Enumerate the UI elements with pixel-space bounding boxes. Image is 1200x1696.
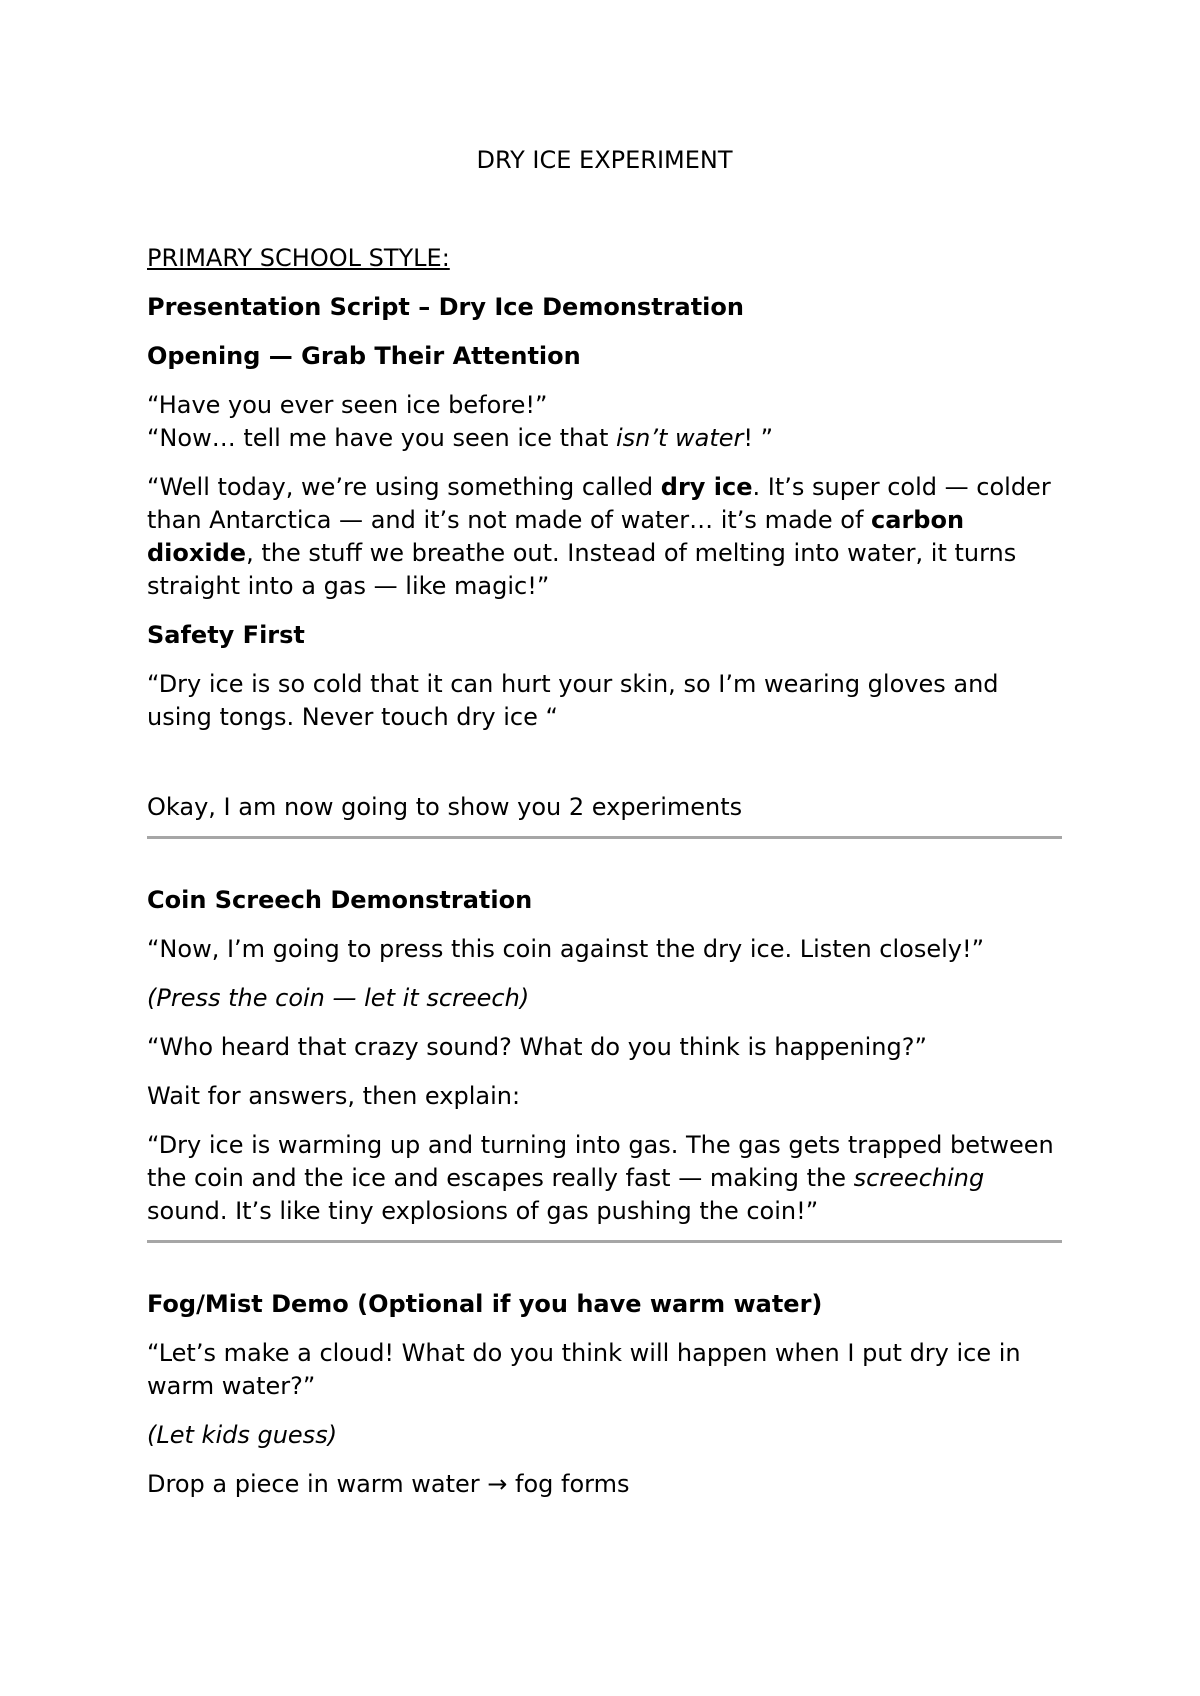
opening-line-2-emphasis: isn’t water bbox=[615, 424, 744, 452]
horizontal-rule bbox=[147, 836, 1062, 839]
coin-heading: Coin Screech Demonstration bbox=[147, 886, 533, 914]
transition-text: Okay, I am now going to show you 2 experiments bbox=[147, 793, 743, 821]
fog-heading: Fog/Mist Demo (Optional if you have warm water) bbox=[147, 1290, 823, 1318]
safety-text: “Dry ice is so cold that it can hurt your skin, so I’m wearing gloves and using tongs. Never touch dry ice “ bbox=[147, 670, 999, 731]
opening-para-carbon-dioxide: carbon dioxide bbox=[147, 506, 965, 567]
fog-line-2: Drop a piece in warm water → fog forms bbox=[147, 1470, 630, 1498]
coin-direction: (Press the coin — let it screech) bbox=[147, 984, 530, 1012]
coin-para-part-a: “Dry ice is warming up and turning into gas. The gas gets trapped between the coin and the ice and escapes really fast — making the bbox=[147, 1131, 1054, 1192]
fog-direction: (Let kids guess) bbox=[147, 1421, 338, 1449]
opening-paragraph bbox=[147, 471, 1062, 603]
fog-line-1: “Let’s make a cloud! What do you think will happen when I put dry ice in warm water?” bbox=[147, 1339, 1021, 1400]
opening-heading: Opening — Grab Their Attention bbox=[147, 342, 581, 370]
document-title: DRY ICE EXPERIMENT bbox=[476, 146, 733, 174]
document-body bbox=[147, 242, 1062, 1517]
opening-line-1: “Have you ever seen ice before!” bbox=[147, 391, 548, 419]
coin-paragraph bbox=[147, 1129, 1062, 1228]
opening-lines bbox=[147, 389, 1062, 455]
spacer-2 bbox=[147, 767, 1062, 791]
document-page bbox=[147, 0, 1062, 1696]
spacer bbox=[147, 734, 1062, 767]
script-heading: Presentation Script – Dry Ice Demonstration bbox=[147, 293, 744, 321]
coin-para-screeching: screeching bbox=[853, 1164, 985, 1192]
opening-para-part-b: . It’s super cold — colder than Antarctica — and it’s not made of water… it’s made of bbox=[147, 473, 1051, 534]
coin-line-3: Wait for answers, then explain: bbox=[147, 1082, 521, 1110]
section-label: PRIMARY SCHOOL STYLE: bbox=[147, 244, 450, 272]
opening-para-dry-ice: dry ice bbox=[660, 473, 753, 501]
opening-line-2b: ! ” bbox=[743, 424, 774, 452]
opening-para-part-a: “Well today, we’re using something called bbox=[147, 473, 661, 501]
safety-heading: Safety First bbox=[147, 621, 305, 649]
opening-para-part-c: , the stuff we breathe out. Instead of melting into water, it turns straight into a gas — like magic!” bbox=[147, 539, 1017, 600]
coin-line-2: “Who heard that crazy sound? What do you think is happening?” bbox=[147, 1033, 927, 1061]
horizontal-rule bbox=[147, 1240, 1062, 1243]
coin-para-part-b: sound. It’s like tiny explosions of gas pushing the coin!” bbox=[147, 1197, 819, 1225]
opening-line-2a: “Now… tell me have you seen ice that bbox=[147, 424, 616, 452]
coin-line-1: “Now, I’m going to press this coin against the dry ice. Listen closely!” bbox=[147, 935, 985, 963]
